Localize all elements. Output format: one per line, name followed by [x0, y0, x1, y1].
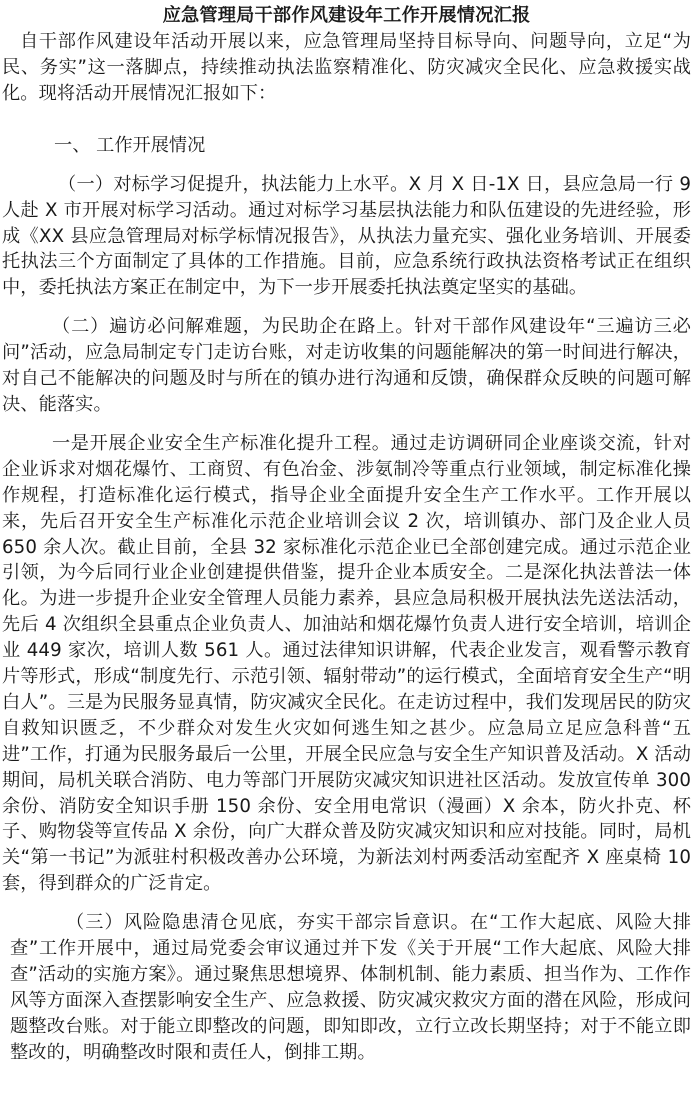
paragraph-1: （一）对标学习促提升，执法能力上水平。X 月 X 日-1X 日，县应急局一行 9 人赴 X 市开展对标学习活动。通过对标学习基层执法能力和队伍建设的先进经验，形成《XX 县应急管理局对标学标情况报告》，从执法力量充实、强化业务培训、开展委托执法三个方面制定了具体的工作措施。目前，应急系统行政执法资格考试正在组织中，委托执法方案正在制定中，为下一步开展委托执法奠定坚实的基础。 — [2, 173, 691, 299]
document-title: 应急管理局干部作风建设年工作开展情况汇报 — [162, 5, 531, 26]
spacer — [2, 107, 691, 133]
spacer — [2, 301, 691, 314]
intro-paragraph: 自干部作风建设年活动开展以来，应急管理局坚持目标导向、问题导向，立足“为民、务实”这一落脚点，持续推动执法监察精准化、防灾减灾全民化、应急救援实战化。现将活动开展情况汇报如下： — [2, 31, 691, 104]
paragraph-2: （二）遍访必问解难题，为民助企在路上。针对干部作风建设年“三遍访三必问”活动，应急局制定专门走访台账，对走访收集的问题能解决的第一时间进行解决，对自己不能解决的问题及时与所在的镇办进行沟通和反馈，确保群众反映的问题可解决、能落实。 — [2, 316, 691, 415]
spacer — [2, 897, 691, 910]
spacer — [2, 159, 691, 172]
spacer — [2, 418, 691, 431]
paragraph-3: 一是开展企业安全生产标准化提升工程。通过走访调研同企业座谈交流，针对企业诉求对烟花爆竹、工商贸、有色冶金、涉氨制冷等重点行业领域，制定标准化操作规程，打造标准化运行模式，指导企业全面提升安全生产工作水平。工作开展以来，先后召开安全生产标准化示范企业培训会议 2 次，培训镇办、部门及企业人员 650 余人次。截止目前，全县 32 家标准化示范企业已全部创建完成。通过示范企业引领，为今后同行业企业创建提供借鉴，提升企业本质安全。二是深化执法普法一体化。为进一步提升企业安全管理人员能力素养，县应急局积极开展执法先送法活动，先后 4 次组织全县重点企业负责人、加油站和烟花爆竹负责人进行安全培训，培训企业 449 家次，培训人数 561 人。通过法律知识讲解，代表企业发言，观看警示教育片等形式，形成“制度先行、示范引领、辐射带动”的运行模式，全面培育安全生产“明白人”。三是为民服务显真情，防灾减灾全民化。在走访过程中，我们发现居民的防灾自救知识匮乏，不少群众对发生火灾如何逃生知之甚少。应急局立足应急科普“五进”工作，打通为民服务最后一公里，开展全民应急与安全生产知识普及活动。X 活动期间，局机关联合消防、电力等部门开展防灾减灾知识进社区活动。发放宣传单 300 余份、消防安全知识手册 150 余份、安全用电常识（漫画）X 余本，防火扑克、杯子、购物袋等宣传品 X 余份，向广大群众普及防灾减灾知识和应对技能。同时，局机关“第一书记”为派驻村积极改善办公环境，为新法刘村两委活动室配齐 X 座桌椅 10 套，得到群众的广泛肯定。 — [2, 432, 691, 895]
section-heading: 一、 工作开展情况 — [54, 134, 206, 156]
paragraph-4: （三）风险隐患清仓见底，夯实干部宗旨意识。在“工作大起底、风险大排查”工作开展中，通过局党委会审议通过并下发《关于开展“工作大起底、风险大排查”活动的实施方案》。通过聚焦思想境界、体制机制、能力素质、担当作为、工作作风等方面深入查摆影响安全生产、应急救援、防灾减灾救灾方面的潜在风险，形成问题整改台账。对于能立即整改的问题，即知即改，立行立改长期坚持；对于不能立即整改的，明确整改时限和责任人，倒排工期。 — [10, 912, 691, 1063]
